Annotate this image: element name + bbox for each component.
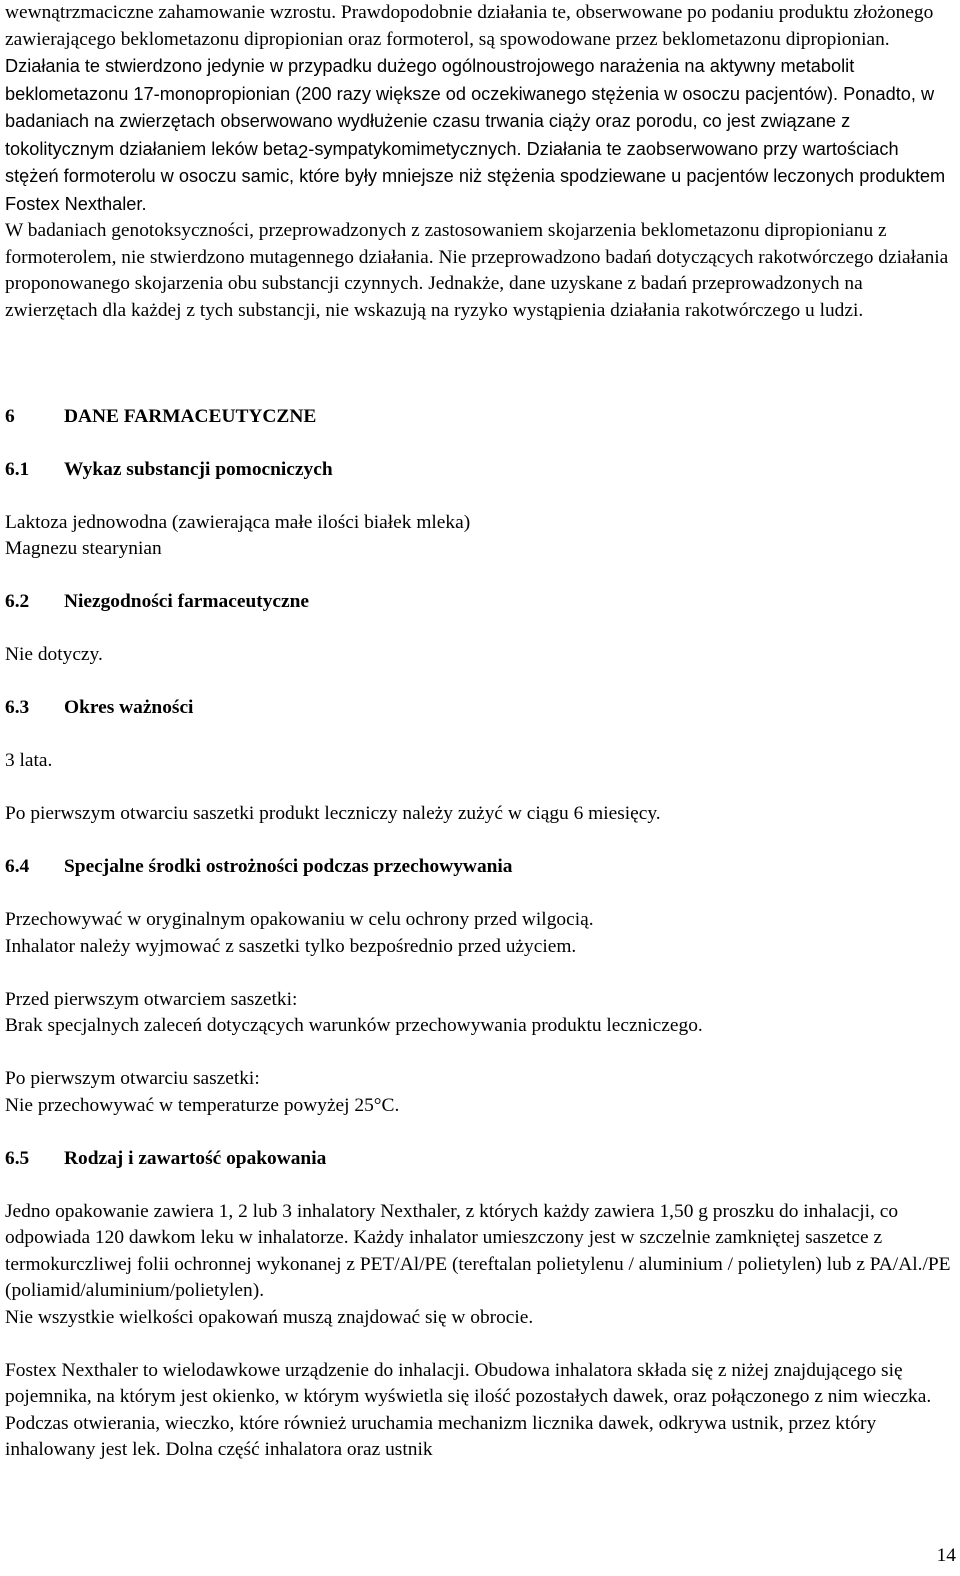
- section-6-3-number: 6.3: [5, 697, 30, 718]
- shelf-life-after-opening: Po pierwszym otwarciu saszetki produkt leczniczy należy zużyć w ciągu 6 miesięcy.: [5, 803, 661, 824]
- section-6-1-heading: [5, 457, 957, 484]
- section-6-1-title: Wykaz substancji pomocniczych: [64, 458, 333, 480]
- page-number: 14: [936, 1545, 956, 1566]
- genotox-paragraph: W badaniach genotoksyczności, przeprowadzonych z zastosowaniem skojarzenia beklometazonu dipropionianu z formoterolem, nie stwierdzono mutagennego działania. Nie przeprowadzono badań dotyczących rakotwórczego działania proponowanego skojarzenia obu substancji czynnych. Jednakże, dane uzyskane z badań przeprowadzonych na zwierzętach dla każdej z tych substancji, nie wskazują na ryzyko wystąpienia działania rakotwórczego u ludzi.: [5, 220, 949, 321]
- section-6-2-title: Niezgodności farmaceutyczne: [64, 591, 310, 612]
- beta-subscript: 2: [298, 141, 309, 162]
- intro-paragraph: [5, 0, 957, 218]
- intro-sentence-4: Działania te zaobserwowano przy wartościach stężeń formoterolu w osoczu samic, które były mniejsze niż stężenia spodziewane u pacjentów leczonych produktem Fostex Nexthaler.: [5, 138, 946, 214]
- intro-sentence-2: Działania te stwierdzono jedynie w przypadku dużego ogólnoustrojowego narażenia na aktywny metabolit beklometazonu 17-monopropionian (200 razy większe od oczekiwanego stężenia w osoczu pacjentów).: [5, 56, 855, 104]
- section-6-5-heading: [5, 1146, 957, 1173]
- document-page: [5, 0, 957, 1464]
- storage-before-text: Brak specjalnych zaleceń dotyczących warunków przechowywania produktu leczniczego.: [5, 1015, 703, 1036]
- section-6-number: 6: [5, 405, 15, 427]
- storage-before-label: Przed pierwszym otwarciem saszetki:: [5, 988, 298, 1010]
- packaging-paragraph-2: Nie wszystkie wielkości opakowań muszą znajdować się w obrocie.: [5, 1306, 534, 1328]
- section-6-4-heading: [5, 854, 957, 881]
- intro-sentence-3-end: -sympatykomimetycznych.: [308, 138, 522, 159]
- section-6-5-number: 6.5: [5, 1147, 30, 1169]
- storage-line-2: Inhalator należy wyjmować z saszetki tylko bezpośrednio przed użyciem.: [5, 935, 577, 957]
- shelf-life-text: 3 lata.: [5, 750, 53, 771]
- intro-sentence-3: Ponadto, w badaniach na zwierzętach obserwowano wydłużenie czasu trwania ciąży oraz porodu, co jest związane z tokolitycznym działaniem leków beta: [5, 83, 935, 159]
- packaging-paragraph-3: Fostex Nexthaler to wielodawkowe urządzenie do inhalacji. Obudowa inhalatora składa się z niżej znajdującego się pojemnika, na którym jest okienko, w którym wyświetla się ilość pozostałych dawek, oraz połączonego z nim wieczka. Podczas otwierania, wieczko, które również uruchamia mechanizm licznika dawek, odkrywa ustnik, przez który inhalowany jest lek. Dolna część inhalatora oraz ustnik: [5, 1359, 932, 1460]
- packaging-paragraph-1: Jedno opakowanie zawiera 1, 2 lub 3 inhalatory Nexthaler, z których każdy zawiera 1,50 g proszku do inhalacji, co odpowiada 120 dawkom leku w inhalatorze. Każdy inhalator umieszczony jest w szczelnie zamkniętej saszetce z termokurczliwej folii ochronnej wykonanej z PET/Al/PE (tereftalan polietylenu / aluminium / polietylen) lub z PA/Al./PE (poliamid/aluminium/polietylen).: [5, 1200, 951, 1301]
- section-6-2-number: 6.2: [5, 591, 30, 612]
- storage-after-label: Po pierwszym otwarciu saszetki:: [5, 1068, 260, 1089]
- section-6-2-heading: [5, 589, 957, 616]
- excipient-2: Magnezu stearynian: [5, 538, 162, 559]
- excipient-1: Laktoza jednowodna (zawierająca małe ilości białek mleka): [5, 511, 471, 533]
- section-6-title: DANE FARMACEUTYCZNE: [64, 405, 317, 427]
- intro-sentence-1: wewnątrzmaciczne zahamowanie wzrostu. Prawdopodobnie działania te, obserwowane po podaniu produktu złożonego zawierającego beklometazonu dipropionian oraz formoterol, są spowodowane przez beklometazonu dipropionian.: [5, 2, 934, 50]
- section-6-3-heading: [5, 695, 957, 722]
- section-6-1-number: 6.1: [5, 458, 30, 480]
- section-6-3-title: Okres ważności: [64, 697, 194, 718]
- section-6-4-number: 6.4: [5, 856, 30, 877]
- section-6-5-title: Rodzaj i zawartość opakowania: [64, 1147, 327, 1169]
- storage-line-1: Przechowywać w oryginalnym opakowaniu w celu ochrony przed wilgocią.: [5, 909, 594, 930]
- section-6-4-title: Specjalne środki ostrożności podczas przechowywania: [64, 856, 513, 877]
- storage-after-text: Nie przechowywać w temperaturze powyżej 25°C.: [5, 1094, 400, 1116]
- section-6-heading: [5, 404, 957, 431]
- incompatibilities-text: Nie dotyczy.: [5, 644, 103, 665]
